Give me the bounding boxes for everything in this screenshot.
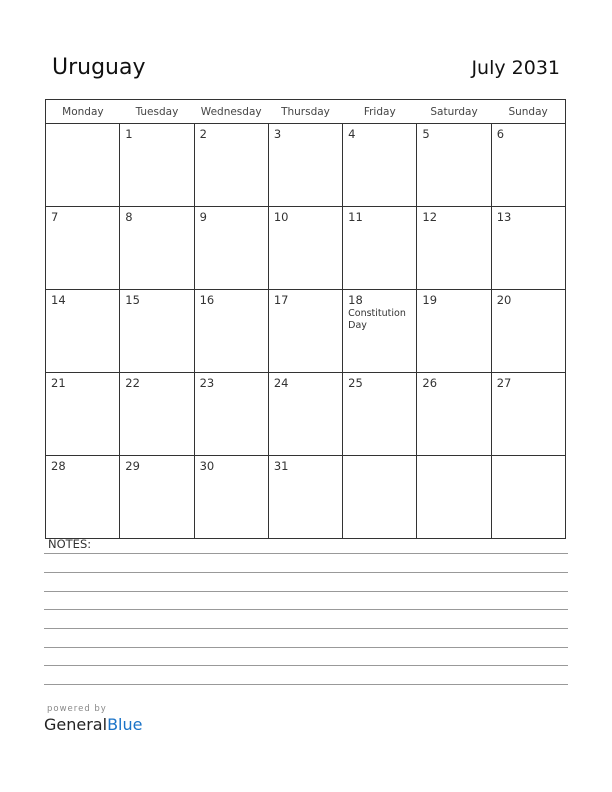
day-cell xyxy=(194,456,268,539)
day-cell xyxy=(120,456,194,539)
day-number: 17 xyxy=(273,293,289,307)
day-number: 11 xyxy=(348,210,363,224)
day-number: 15 xyxy=(125,293,140,307)
weekday-thursday: Thursday xyxy=(268,100,342,124)
week-row xyxy=(46,290,566,373)
day-cell xyxy=(417,456,491,539)
day-number: 6 xyxy=(496,127,505,141)
brand-logo xyxy=(44,704,142,734)
note-line xyxy=(44,628,568,629)
day-number: 3 xyxy=(273,127,282,141)
day-number: 1 xyxy=(125,127,133,141)
brand-name-part1: General xyxy=(44,715,108,734)
day-cell xyxy=(417,373,491,456)
day-number: 27 xyxy=(496,376,512,390)
day-number: 7 xyxy=(51,210,59,224)
day-number: 9 xyxy=(199,210,207,224)
day-number: 4 xyxy=(348,127,356,141)
day-cell xyxy=(491,456,565,539)
day-cell xyxy=(343,373,417,456)
day-cell xyxy=(194,124,268,207)
weekday-sunday: Sunday xyxy=(491,100,565,124)
day-cell xyxy=(343,207,417,290)
day-cell xyxy=(46,207,120,290)
weekday-wednesday: Wednesday xyxy=(194,100,268,124)
note-line xyxy=(44,609,568,610)
note-line xyxy=(44,553,568,554)
weekday-header-row xyxy=(46,100,566,124)
day-number: 10 xyxy=(273,210,289,224)
day-cell xyxy=(46,124,120,207)
holiday-label: Constitution Day xyxy=(348,308,406,331)
powered-by-text: powered by xyxy=(47,704,107,714)
week-row xyxy=(46,456,566,539)
day-cell xyxy=(343,124,417,207)
note-line xyxy=(44,684,568,685)
day-cell xyxy=(268,456,342,539)
day-cell xyxy=(194,373,268,456)
day-cell xyxy=(343,456,417,539)
day-number: 25 xyxy=(348,376,363,390)
day-number: 19 xyxy=(422,293,438,307)
day-number: 16 xyxy=(199,293,215,307)
day-cell xyxy=(120,124,194,207)
day-cell xyxy=(46,456,120,539)
day-number: 26 xyxy=(422,376,438,390)
calendar-country-title: Uruguay xyxy=(52,55,146,80)
weekday-monday: Monday xyxy=(46,100,120,124)
day-number: 21 xyxy=(51,376,66,390)
day-number: 23 xyxy=(199,376,215,390)
day-number: 2 xyxy=(199,127,207,141)
day-cell xyxy=(46,373,120,456)
day-number: 29 xyxy=(125,459,140,473)
day-number: 12 xyxy=(422,210,438,224)
day-number: 31 xyxy=(273,459,289,473)
day-cell xyxy=(268,124,342,207)
day-number: 14 xyxy=(51,293,66,307)
day-cell xyxy=(491,124,565,207)
day-cell xyxy=(491,290,565,373)
calendar-month-title: July 2031 xyxy=(471,57,560,79)
day-cell xyxy=(417,124,491,207)
notes-label: NOTES: xyxy=(48,537,92,551)
week-row xyxy=(46,124,566,207)
day-cell xyxy=(120,207,194,290)
day-cell xyxy=(194,207,268,290)
day-cell xyxy=(120,373,194,456)
note-line xyxy=(44,665,568,666)
day-number: 18 xyxy=(348,293,363,307)
brand-name-part2: Blue xyxy=(107,715,143,734)
day-cell xyxy=(417,290,491,373)
day-cell xyxy=(268,290,342,373)
note-line xyxy=(44,647,568,648)
day-number: 22 xyxy=(125,376,140,390)
day-cell xyxy=(491,207,565,290)
day-number: 30 xyxy=(199,459,215,473)
day-cell xyxy=(46,290,120,373)
day-cell xyxy=(194,290,268,373)
calendar-grid xyxy=(45,99,566,539)
day-cell-holiday xyxy=(343,290,417,373)
day-number: 24 xyxy=(273,376,289,390)
note-line xyxy=(44,591,568,592)
brand-name xyxy=(44,715,142,734)
day-cell xyxy=(268,207,342,290)
day-number: 8 xyxy=(125,210,133,224)
day-cell xyxy=(491,373,565,456)
day-cell xyxy=(120,290,194,373)
weekday-friday: Friday xyxy=(343,100,417,124)
day-number: 5 xyxy=(422,127,430,141)
day-number: 28 xyxy=(51,459,66,473)
weekday-saturday: Saturday xyxy=(417,100,491,124)
day-number: 20 xyxy=(496,293,512,307)
week-row xyxy=(46,207,566,290)
note-line xyxy=(44,572,568,573)
day-number: 13 xyxy=(496,210,512,224)
day-cell xyxy=(268,373,342,456)
weekday-tuesday: Tuesday xyxy=(120,100,194,124)
week-row xyxy=(46,373,566,456)
day-cell xyxy=(417,207,491,290)
